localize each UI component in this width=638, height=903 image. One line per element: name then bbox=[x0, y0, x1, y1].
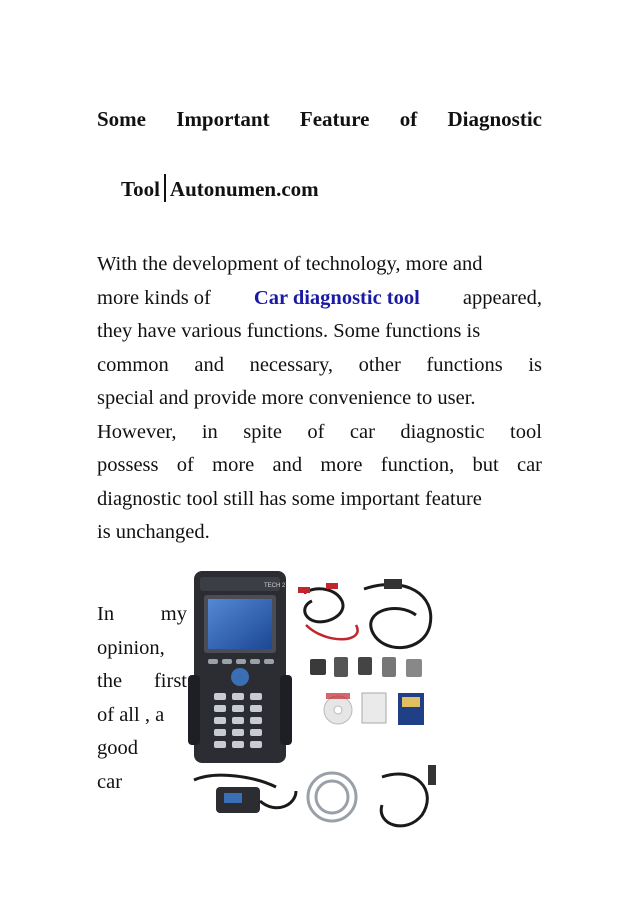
text-word: car bbox=[349, 420, 375, 443]
text-word: is bbox=[528, 353, 542, 376]
text-word: common bbox=[97, 353, 169, 376]
power-cable bbox=[381, 774, 427, 826]
text-line bbox=[97, 248, 542, 282]
text-word: but bbox=[472, 454, 499, 476]
text-word: is unchanged. bbox=[97, 521, 210, 543]
title-word: of bbox=[399, 107, 418, 131]
obd-cable bbox=[364, 584, 431, 647]
title-word: Feature bbox=[299, 107, 370, 131]
battery-clip-cable bbox=[304, 589, 343, 622]
text-word: more bbox=[320, 454, 363, 476]
intro-paragraph bbox=[97, 248, 542, 550]
car-diagnostic-tool-link[interactable]: Car diagnostic tool bbox=[253, 286, 420, 309]
opinion-paragraph bbox=[97, 598, 187, 799]
title-line-2 bbox=[121, 174, 319, 202]
text-line bbox=[97, 282, 542, 316]
diagnostic-tool-photo bbox=[186, 565, 452, 837]
text-word: function, bbox=[380, 454, 455, 476]
title-line-1 bbox=[97, 107, 542, 131]
title-site: Autonumen.com bbox=[169, 177, 319, 201]
text-line bbox=[97, 449, 542, 483]
text-word: good bbox=[97, 737, 138, 759]
text-word: my bbox=[160, 603, 187, 625]
text-word: opinion, bbox=[97, 636, 165, 659]
text-line bbox=[97, 732, 187, 766]
text-word: However, bbox=[97, 420, 177, 443]
text-word: diagnostic tool still has some important feature bbox=[97, 487, 482, 510]
text-word: possess bbox=[97, 454, 159, 476]
device-label: TECH 2 bbox=[264, 583, 286, 589]
text-line bbox=[97, 349, 542, 383]
text-word: of bbox=[176, 454, 194, 476]
text-word: functions bbox=[426, 353, 503, 376]
text-word: first bbox=[153, 670, 187, 692]
text-word: spite bbox=[243, 420, 282, 443]
text-word: the bbox=[97, 670, 123, 692]
title-word: Diagnostic bbox=[447, 107, 542, 131]
text-line bbox=[97, 416, 542, 450]
text-word: other bbox=[358, 353, 401, 376]
text-line bbox=[97, 315, 542, 349]
text-line bbox=[97, 598, 187, 632]
text-word: In bbox=[97, 603, 115, 625]
text-line bbox=[97, 516, 542, 550]
text-word: tool bbox=[510, 420, 542, 443]
text-word: of all , a bbox=[97, 703, 165, 726]
text-word: diagnostic bbox=[400, 420, 485, 443]
text-word: more bbox=[212, 454, 255, 476]
text-word: necessary, bbox=[249, 353, 334, 376]
text-word: in bbox=[201, 420, 218, 443]
text-word: appeared, bbox=[462, 286, 542, 309]
text-word: more kinds of bbox=[97, 286, 211, 309]
title-separator bbox=[164, 174, 166, 202]
title-tool: Tool bbox=[121, 177, 160, 201]
text-word: car bbox=[97, 770, 123, 793]
text-line bbox=[97, 699, 187, 733]
text-line bbox=[97, 483, 542, 517]
title-word: Some bbox=[97, 107, 146, 131]
text-word: they have various functions. Some functions is bbox=[97, 320, 481, 342]
text-line bbox=[97, 632, 187, 666]
text-word: special and provide more convenience to user. bbox=[97, 387, 476, 409]
text-line bbox=[97, 665, 187, 699]
text-line bbox=[97, 382, 542, 416]
text-word: of bbox=[307, 420, 325, 443]
text-word: and bbox=[194, 353, 224, 376]
adapter-plugs bbox=[310, 657, 422, 677]
text-line bbox=[97, 766, 187, 800]
text-word: and bbox=[272, 454, 303, 476]
text-word: With the development of technology, more and bbox=[97, 253, 483, 275]
title-word: Important bbox=[176, 107, 270, 131]
text-word: car bbox=[516, 454, 542, 476]
